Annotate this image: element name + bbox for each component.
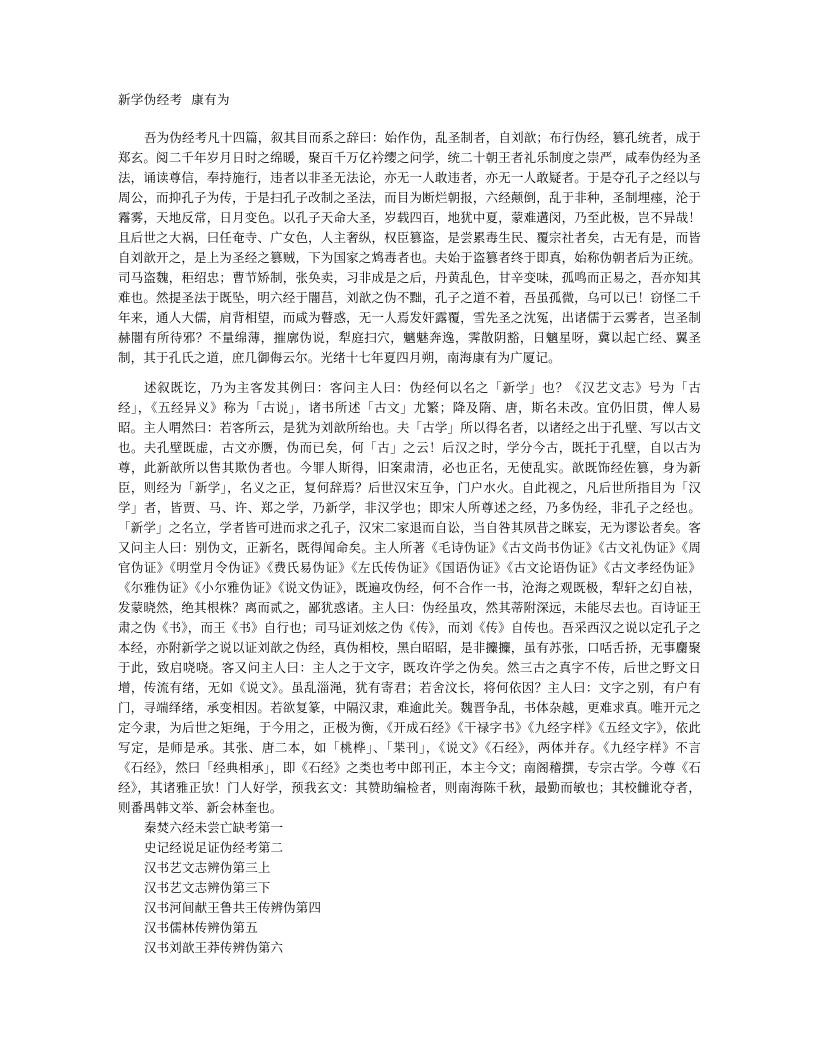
table-of-contents — [118, 818, 701, 958]
document-content — [118, 90, 701, 958]
body-paragraph-1: 吾为伪经考凡十四篇，叙其目而系之辞曰：始作伪，乱圣制者，自刘歆；布行伪经，篡孔统者，成于郑玄。阅二千年岁月日时之绵暖，聚百千万亿衿缨之问学，统二十朝王者礼乐制度之崇严，咸奉伪经为圣法，诵读尊信，奉持施行，违者以非圣无法论，亦无一人敢违者，亦无一人敢疑者。于是夺孔子之经以与周公，而抑孔子为传，于是扫孔子改制之圣法，而目为断烂朝报，六经颠倒，乱于非种，圣制埋瘗，沦于霿雾，天地反常，日月变色。以孔子天命大圣，岁载四百，地犹中夏，蒙难遘闵，乃至此极，岂不异哉！且后世之大祸，曰任奄寺、广女色，人主奢纵，权臣篡盗，是尝累毒生民、覆宗社者矣，古无有是，而皆自刘歆开之，是上为圣经之篡贼，下为国家之鸩毒者也。夫始于盗篡者终于即真，始称伪朝者后为正统。司马盗魏，秬绍忠；曹节矫制，张奂卖，习非成是之后，丹黄乱色，甘辛变味，孤鸣而正易之，吾亦知其难也。然提圣法于既坠，明六经于闇莒，刘歆之伪不黜，孔子之道不着，吾虽孤微，乌可以已！窃怪二千年来，通人大儒，肩背相望，而咸为瞽惑，无一人焉发奸露覆，雪先圣之沈冤，出诸儒于云雾者，岂圣制赫闇有所待邪？不量绵薄，摧廓伪说，犁庭扫穴，魑魅奔逸，霁散阴豁，日魑星呀，冀以起亡经、翼圣制，其于孔氏之道，庶几御侮云尔。光绪十七年夏四月朔，南海康有为广厦记。 — [118, 130, 701, 365]
toc-entry: 汉书艺文志辨伪第三上 — [144, 860, 271, 875]
toc-entry: 秦焚六经未尝亡缺考第一 — [144, 820, 284, 835]
toc-entry: 汉书儒林传辨伪第五 — [144, 920, 258, 935]
toc-entry: 汉书艺文志辨伪第三下 — [144, 880, 271, 895]
body-paragraph-2: 述叙既讫，乃为主客发其例曰：客问主人曰：伪经何以名之「新学」也？《汉艺文志》号为「古经」，《五经异义》称为「古说」，诸书所述「古文」尤繁；降及隋、唐，斯名未改。宜仍旧贯，俾人易昭。主人喟然曰：若客所云，是犹为刘歆所绐也。夫「古学」所以得名者，以诸经之出于孔壁、写以古文也。夫孔壁既虚，古文亦赝，伪而已矣，何「古」之云！后汉之时，学分今古，既托于孔壁，自以古为尊，此新歆所以售其欺伪者也。今罪人斯得，旧案肃清，必也正名，无使乱实。歆既饰经佐篡，身为新臣，则经为「新学」，名义之正，复何辞焉？后世汉宋互争，门户水火。自此视之，凡后世所指目为「汉学」者，皆贾、马、许、郑之学，乃新学，非汉学也；即宋人所尊述之经，乃多伪经，非孔子之经也。「新学」之名立，学者皆可进而求之孔子，汉宋二家退而自讼，当自咎其夙昔之眯妄，无为谬讼者矣。客又问主人曰：别伪文，正新名，既得闻命矣。主人所著《毛诗伪证》《古文尚书伪证》《古文礼伪证》《周官伪证》《明堂月令伪证》《费氏易伪证》《左氏传伪证》《国语伪证》《古文论语伪证》《古文孝经伪证》《尔雅伪证》《小尔雅伪证》《说文伪证》，既遍攻伪经，何不合作一书，沧海之观既极，犁轩之幻自袪，发蒙晓然，绝其根株？离而贰之，鄙犹惑诸。主人曰：伪经虽攻，然其蒂附深远，未能尽去也。百诗证王肃之伪《书》，而王《书》自行也；司马证刘炫之伪《传》，而刘《传》自传也。吾采西汉之说以定孔子之本经，亦附新学之说以证刘歆之伪经，真伪相校，黑白昭昭，是非攗攗，虽有苏张，口咶舌挢，无事麕聚于此，致启哓哓。客又问主人曰：主人之于文字，既攻许学之伪矣。然三古之真字不传，后世之野文日增，传流有绪，无如《说文》。虽乱淄渑，犹有寄君；若舍汶长，将何依因？主人曰：文字之别，有户有门，寻端绎绪，承变相因。若欲复篆，中隔汉隶，难逾此关。魏晋争乱，书体杂越，更难求真。唯开元之定今隶，为后世之矩绳，于今用之，正极为衡，《开成石经》《干禄字书》《九经字样》《五经文字》，依此写定，是师是承。其张、唐二本，如「桃桦」、「枼刊」，《说文》《石经》，两体并存。《九经字样》不言《石经》，然曰「经典相承」，即《石经》之类也考中郎刊正，本主今文；南阁稽撰，专宗古学。今尊《石经》，其诸雅正欤！门人好学，预我玄文：其赞助编检者，则南海陈千秋，最勤而敏也；其校雠讹夺者，则番禺韩文举、新会林奎也。 — [118, 380, 701, 815]
toc-entry: 汉书河间献王鲁共王传辨伪第四 — [144, 900, 322, 915]
toc-entry: 史记经说足证伪经考第二 — [144, 840, 284, 855]
document-title: 新学伪经考 康有为 — [118, 92, 230, 107]
toc-entry: 汉书刘歆王莽传辨伪第六 — [144, 940, 284, 955]
